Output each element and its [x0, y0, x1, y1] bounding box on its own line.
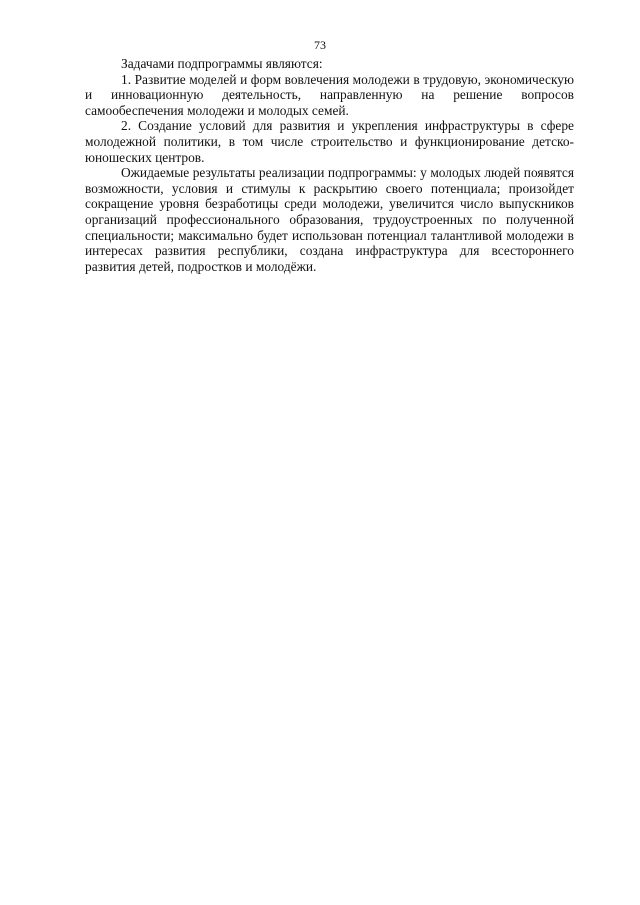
paragraph-expected-results: Ожидаемые результаты реализации подпрограммы: у молодых людей появятся возможности, условия и стимулы к раскрытию своего потенциала; произойдет сокращение уровня безработицы среди молодежи, увеличится число выпускников организаций профессионального образования, трудоустроенных по полученной специальности; максимально будет использован потенциал талантливой молодежи в интересах развития республики, создана инфраструктура для всестороннего развития детей, подростков и молодёжи. [85, 165, 574, 274]
paragraph-task-2: 2. Создание условий для развития и укрепления инфраструктуры в сфере молодежной политики, в том числе строительство и функционирование детско-юношеских центров. [85, 118, 574, 165]
document-body [85, 56, 574, 274]
page-number: 73 [314, 38, 326, 52]
paragraph-tasks-intro: Задачами подпрограммы являются: [121, 56, 323, 71]
paragraph-task-1: 1. Развитие моделей и форм вовлечения молодежи в трудовую, экономическую и инновационную деятельность, направленную на решение вопросов самообеспечения молодежи и молодых семей. [85, 71, 574, 118]
